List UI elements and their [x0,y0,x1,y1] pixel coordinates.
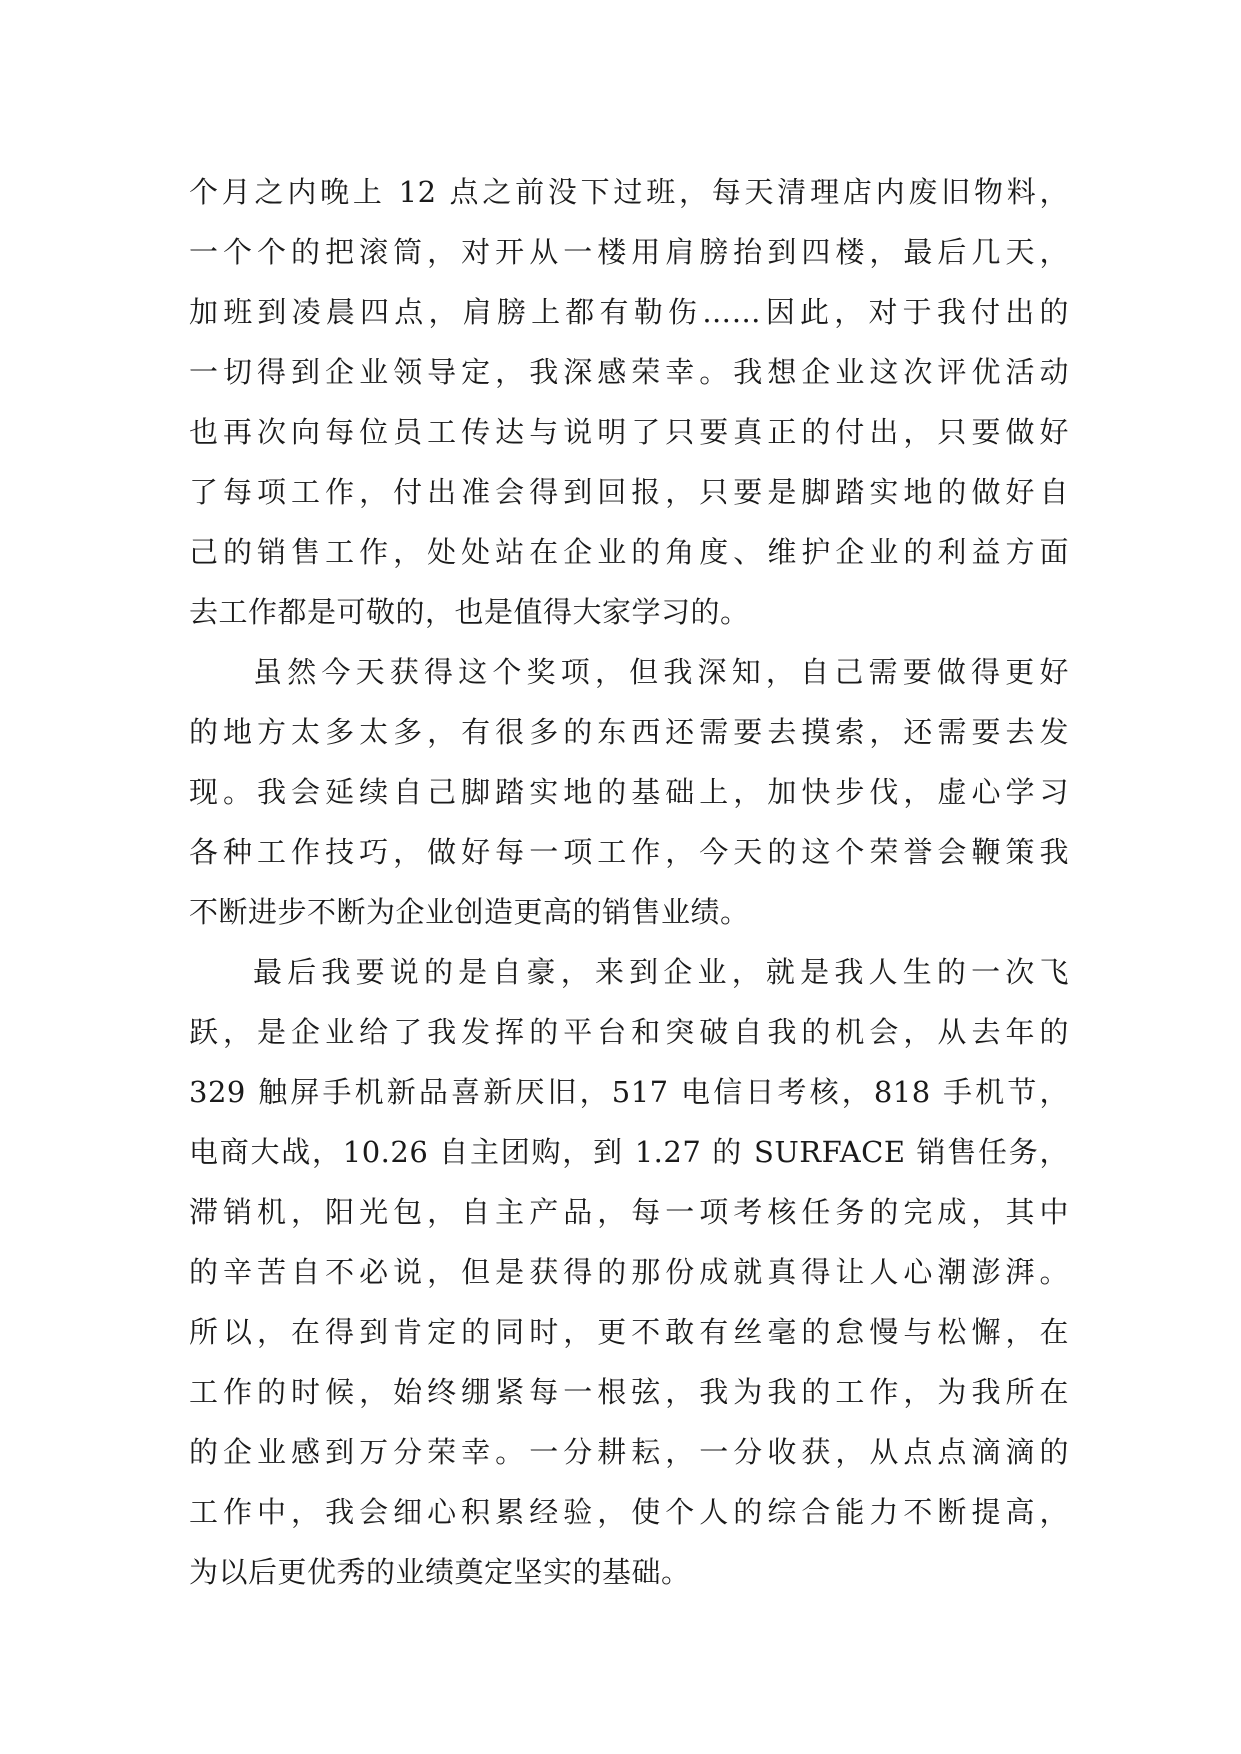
text-line: 现。我会延续自己脚踏实地的基础上，加快步伐，虚心学习 [189,775,1069,809]
text-line: 一切得到企业领导定，我深感荣幸。我想企业这次评优活动 [189,355,1069,389]
text-line: 工作中，我会细心积累经验，使个人的综合能力不断提高， [189,1495,1069,1529]
text-line: 不断进步不断为企业创造更高的销售业绩。 [189,895,750,929]
text-line: 为以后更优秀的业绩奠定坚实的基础。 [189,1555,691,1589]
text-line: 也再次向每位员工传达与说明了只要真正的付出，只要做好 [189,415,1069,449]
text-line: 所以，在得到肯定的同时，更不敢有丝毫的怠慢与松懈，在 [189,1315,1069,1349]
paragraph-2 [189,642,1069,942]
text-line: 的企业感到万分荣幸。一分耕耘，一分收获，从点点滴滴的 [189,1435,1069,1469]
text-line: 电商大战，10.26 自主团购，到 1.27 的 SURFACE 销售任务， [189,1135,1069,1169]
text-line: 了每项工作，付出准会得到回报，只要是脚踏实地的做好自 [189,475,1069,509]
text-line: 己的销售工作，处处站在企业的角度、维护企业的利益方面 [189,535,1069,569]
body-text [189,162,1069,1602]
text-line: 个月之内晚上 12 点之前没下过班，每天清理店内废旧物料， [189,175,1069,209]
text-line: 各种工作技巧，做好每一项工作，今天的这个荣誉会鞭策我 [189,835,1069,869]
text-line: 加班到凌晨四点，肩膀上都有勒伤……因此，对于我付出的 [189,295,1069,329]
paragraph-3 [189,942,1069,1602]
text-line: 工作的时候，始终绷紧每一根弦，我为我的工作，为我所在 [189,1375,1069,1409]
text-line: 滞销机，阳光包，自主产品，每一项考核任务的完成，其中 [189,1195,1069,1229]
text-line: 最后我要说的是自豪，来到企业，就是我人生的一次飞 [253,955,1069,989]
text-line: 的辛苦自不必说，但是获得的那份成就真得让人心潮澎湃。 [189,1255,1069,1289]
paragraph-1 [189,162,1069,642]
text-line: 的地方太多太多，有很多的东西还需要去摸索，还需要去发 [189,715,1069,749]
text-line: 虽然今天获得这个奖项，但我深知，自己需要做得更好 [253,655,1069,689]
text-line: 一个个的把滚筒，对开从一楼用肩膀抬到四楼，最后几天， [189,235,1069,269]
text-line: 跃，是企业给了我发挥的平台和突破自我的机会，从去年的 [189,1015,1069,1049]
text-line: 329 触屏手机新品喜新厌旧，517 电信日考核，818 手机节， [189,1075,1069,1109]
text-line: 去工作都是可敬的，也是值得大家学习的。 [189,595,750,629]
